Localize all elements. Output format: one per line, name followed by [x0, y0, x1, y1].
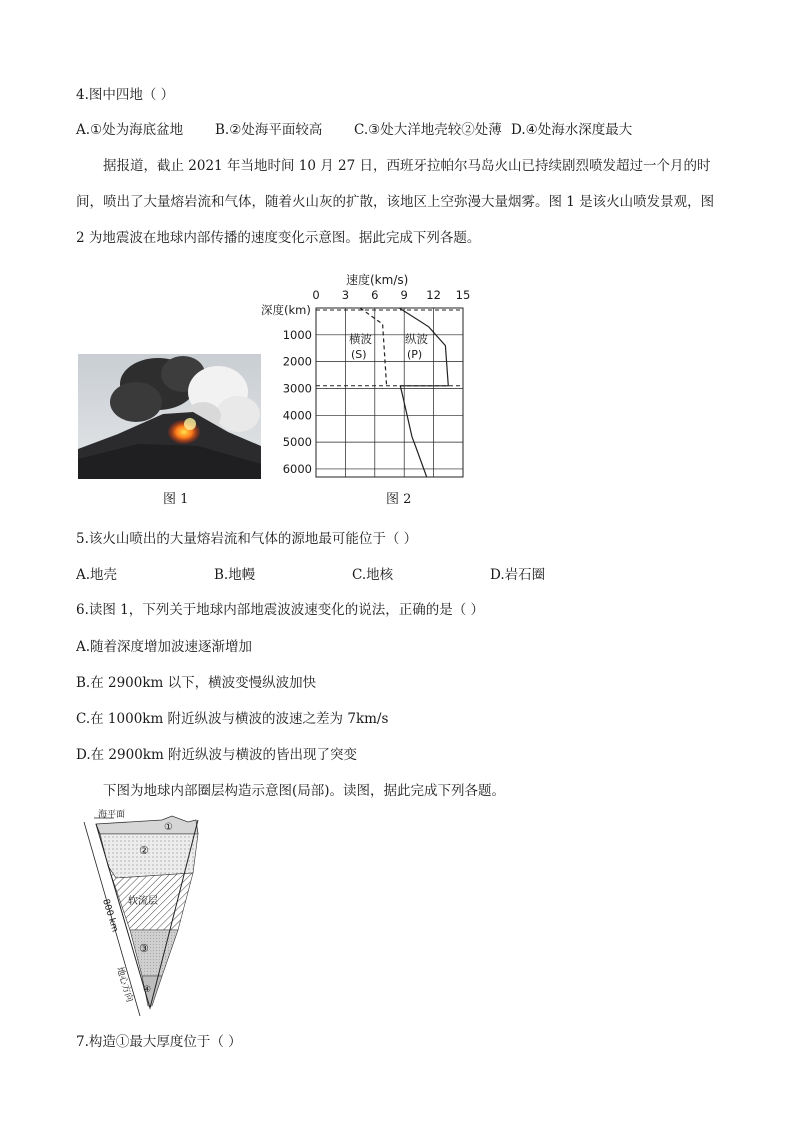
- q6-stem: 6.读图 1，下列关于地球内部地震波波速变化的说法，正确的是（ ）: [76, 602, 485, 618]
- layer-3-label: ③: [139, 942, 149, 955]
- chart-y-ticks: [283, 328, 312, 476]
- y-tick-label: 1000: [282, 327, 312, 342]
- chart-x-axis-title: 速度(km/s): [346, 273, 409, 287]
- q4-option-a: A.①处为海底盆地: [76, 122, 184, 138]
- q4-option-b: B.②处海平面较高: [215, 122, 323, 138]
- s-wave-label: 横波: [349, 332, 372, 346]
- s-wave-curve: [360, 308, 387, 386]
- s-wave-symbol: (S): [351, 348, 367, 361]
- chart-frame: [316, 308, 463, 477]
- layer-1-label: ①: [164, 822, 173, 833]
- q5-option-b: B.地幔: [214, 567, 256, 583]
- figure-2-caption: 图 2: [386, 492, 412, 507]
- figure-1-caption: 图 1: [163, 492, 189, 507]
- chart-x-ticks: [312, 288, 470, 302]
- intro-paragraph-layers: 下图为地球内部圈层构造示意图(局部)。读图，据此完成下列各题。: [103, 783, 506, 799]
- chart-grid: [316, 308, 463, 477]
- q5-option-d: D.岩石圈: [490, 567, 546, 583]
- figure-3-earth-layers-diagram: [80, 808, 205, 1024]
- y-tick-label: 2000: [282, 354, 312, 369]
- q5-option-c: C.地核: [352, 567, 394, 583]
- q7-stem: 7.构造①最大厚度位于（ ）: [76, 1034, 242, 1050]
- q4-option-d: D.④处海水深度最大: [511, 122, 633, 138]
- asthenosphere-label: 软流层: [128, 896, 158, 907]
- q4-stem: 4.图中四地（ ）: [76, 87, 175, 103]
- figure-1-volcano-photo: [78, 354, 261, 479]
- q6-option-d: D.在 2900km 附近纵波与横波的皆出现了突变: [76, 747, 358, 763]
- layer-4-label: ④: [143, 985, 152, 995]
- x-tick-label: 6: [371, 288, 379, 302]
- figure-2-seismic-chart: [258, 270, 473, 482]
- y-tick-label: 5000: [282, 435, 312, 450]
- y-tick-label: 4000: [282, 408, 312, 423]
- layer-2-label: ②: [139, 844, 149, 857]
- x-tick-label: 12: [426, 288, 441, 302]
- q6-option-c: C.在 1000km 附近纵波与横波的波速之差为 7km/s: [76, 711, 389, 727]
- q6-option-a: A.随着深度增加波速逐渐增加: [76, 639, 253, 655]
- q6-option-b: B.在 2900km 以下，横波变慢纵波加快: [76, 675, 317, 691]
- x-tick-label: 3: [341, 288, 350, 302]
- earth-center-direction-label: 地心方向: [114, 965, 135, 1004]
- x-tick-label: 9: [400, 288, 408, 302]
- y-tick-label: 3000: [282, 381, 312, 396]
- sea-level-label: 海平面: [98, 810, 126, 820]
- q4-option-c: C.③处大洋地壳较②处薄: [354, 122, 502, 138]
- p-wave-symbol: (P): [407, 348, 423, 361]
- chart-y-axis-title: 深度(km): [261, 303, 311, 317]
- intro-paragraph-volcano: 据报道，截止 2021 年当地时间 10 月 27 日，西班牙拉帕尔马岛火山已持续剧烈喷发超过一个月的时间，喷出了大量熔岩流和气体，随着火山灰的扩散，该地区上空弥漫大量烟雾。图 1 是该火山喷发景观，图 2 为地震波在地球内部传播的速度变化示意图。据此完成下列各题。: [76, 158, 715, 246]
- y-tick-label: 6000: [282, 461, 312, 476]
- x-tick-label: 15: [455, 288, 471, 302]
- q5-stem: 5.该火山喷出的大量熔岩流和气体的源地最可能位于（ ）: [76, 531, 418, 547]
- q5-option-a: A.地壳: [76, 567, 118, 583]
- depth-800km-label: 800 km: [100, 897, 120, 934]
- p-wave-label: 纵波: [405, 332, 428, 346]
- x-tick-label: 0: [312, 288, 320, 302]
